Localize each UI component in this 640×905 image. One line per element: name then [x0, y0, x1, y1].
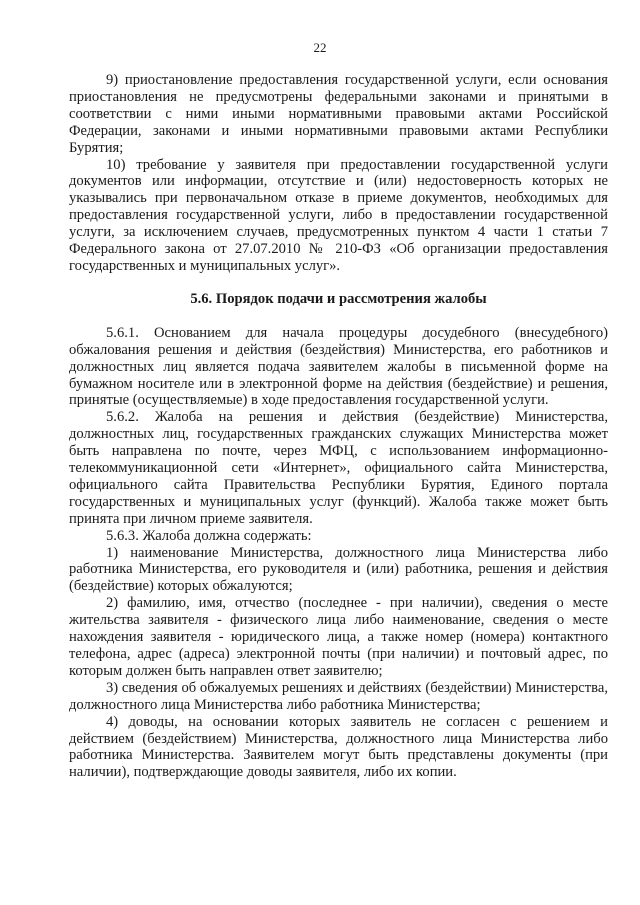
paragraph-5-6-3: 5.6.3. Жалоба должна содержать: [106, 527, 312, 544]
paragraph-list-item-2: 2) фамилию, имя, отчество (последнее - при наличии), сведения о месте жительства заявителя - физического лица либо наименование, сведения о месте нахождения заявителя - юридического лица, а также номер (номера) контактного телефона, адрес (адреса) электронной почты (при наличии) и почтовый адрес, по которым должен быть направлен ответ заявителю; [69, 595, 608, 679]
paragraph-5-6-2: 5.6.2. Жалоба на решения и действия (бездействие) Министерства, должностных лиц, государственных гражданских служащих Министерства может быть направлена по почте, через МФЦ, с использованием информационно-телекоммуникационной сети «Интернет», официального сайта Министерства, официального сайта Правительства Республики Бурятия, Единого портала государственных и муниципальных услуг (функций). Жалоба также может быть принята при личном приеме заявителя. [69, 409, 608, 527]
page-number: 22 [313, 40, 327, 55]
paragraph-item-10: 10) требование у заявителя при предоставлении государственной услуги документов или информации, отсутствие и (или) недостоверность которых не указывались при первоначальном отказе в приеме документов, необходимых для предоставления государственной услуги, либо в предоставлении государственной услуги, за исключением случаев, предусмотренных пунктом 4 части 1 статьи 7 Федерального закона от 27.07.2010 № 210-ФЗ «Об организации предоставления государственных и муниципальных услуг». [69, 156, 608, 274]
paragraph-5-6-1: 5.6.1. Основанием для начала процедуры досудебного (внесудебного) обжалования решения и действия (бездействия) Министерства, его работников и должностных лиц является подача заявителем жалобы в письменной форме на бумажном носителе или в электронной форме на действия (бездействие) и решения, принятые (осуществляемые) в ходе предоставления государственной услуги. [69, 324, 608, 409]
section-heading: 5.6. Порядок подачи и рассмотрения жалобы [190, 290, 487, 307]
paragraph-list-item-1: 1) наименование Министерства, должностного лица Министерства либо работника Министерства, его руководителя и (или) работника, решения и действия (бездействие) которых обжалуются; [69, 544, 608, 595]
paragraph-list-item-4: 4) доводы, на основании которых заявитель не согласен с решением и действием (бездействием) Министерства, должностного лица Министерства либо работника Министерства. Заявителем могут быть представлены документы (при наличии), подтверждающие доводы заявителя, либо их копии. [69, 713, 608, 781]
document-body [69, 72, 608, 781]
paragraph-item-9: 9) приостановление предоставления государственной услуги, если основания приостановления не предусмотрены федеральными законами и принятыми в соответствии с ними иными нормативными правовыми актами Российской Федерации, законами и иными нормативными правовыми актами Республики Бурятия; [69, 72, 608, 156]
paragraph-list-item-3: 3) сведения об обжалуемых решениях и действиях (бездействии) Министерства, должностного лица Министерства либо работника Министерства; [69, 679, 608, 713]
